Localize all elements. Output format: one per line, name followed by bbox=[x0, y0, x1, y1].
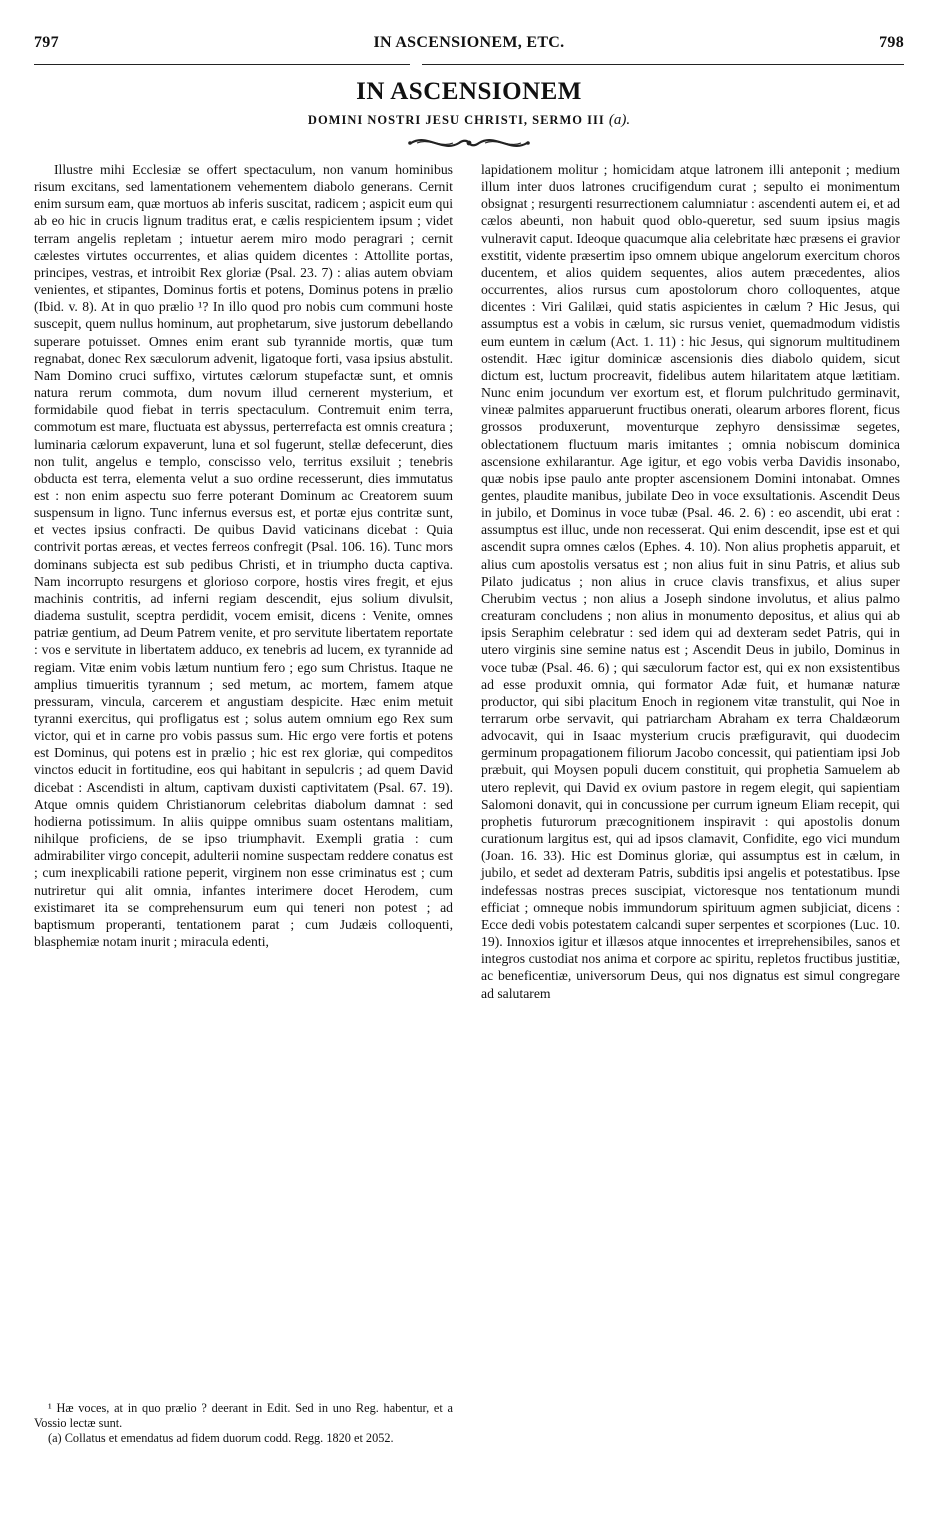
header-rule bbox=[34, 60, 904, 74]
page-number-right: 798 bbox=[879, 34, 904, 51]
subtitle-note-mark: (a). bbox=[608, 112, 631, 128]
ornament-divider-icon bbox=[407, 135, 531, 151]
running-title: IN ASCENSIONEM, ETC. bbox=[373, 34, 565, 51]
sermon-subtitle bbox=[34, 112, 904, 129]
running-header bbox=[34, 30, 904, 60]
footnote-1: ¹ Hæ voces, at in quo prælio ? deerant in Edit. Sed in uno Reg. habentur, et a Vossio lectæ sunt. bbox=[34, 1401, 453, 1431]
footnote-a: (a) Collatus et emendatus ad fidem duorum codd. Regg. 1820 et 2052. bbox=[48, 1431, 394, 1446]
header-rule-right bbox=[422, 64, 904, 65]
page-number-left: 797 bbox=[34, 34, 59, 51]
column-right bbox=[481, 161, 900, 1002]
footnotes bbox=[34, 1401, 453, 1447]
column-left bbox=[34, 161, 453, 950]
subtitle-text: DOMINI NOSTRI JESU CHRISTI, SERMO III bbox=[307, 113, 605, 127]
sermon-title: IN ASCENSIONEM bbox=[356, 78, 582, 105]
header-rule-left bbox=[34, 64, 410, 65]
body-text-right: lapidationem molitur ; homicidam atque latronem illi anteponit ; medium illum inter duos latrones crucifigendum curat ; sepulto ei monimentum obsignat ; resurgenti resurrectionem calumniatur : ascendenti autem ei, et ad cælos abeunti, non habuit quod oblo-queretur, sed suum ipsius magis vulneravit caput. Ideoque quacumque alia celebritate hæc præsens ei gravior exstitit, vidente præsertim ipso omnem ubique angelorum exercitum choros ducentem, et alios quidem sequentes, alios autem præcedentes, alios occurrentes, alios rursus cum apostolorum choro colloquentes, atque dicentes : Viri Galilæi, quid statis aspicientes in cælum ? Hic Jesus, qui assumptus est a vobis in cælum, sic rursus veniet, quemadmodum vidistis eum euntem in cælum (Act. 1. 11) : hic Jesus, qui signorum multitudinem ostendit. Hæc igitur dominicæ ascensionis dies diabolo quidem, sicut dictum est, luctum procreavit, fidelibus autem hilaritatem atque lætitiam. Nunc enim jocundum ver exortum est, et florum pulchritudo germinavit, vineæ palmites apparuerunt fructibus onerati, olearum arbores florent, ficus grossos produxerunt, moventurque zephyro densissimæ segetes, oblectationem fluctuum maris imitantes ; omnia nobiscum dominica ascensione exhilarantur. Age igitur, et ego vobis verba Davidis insonabo, quæ nobis ipse paulo ante propter ascensionem Domini intonabat. Omnes gentes, plaudite manibus, jubilate Deo in voce exsultationis. Ascendit Deus in jubilo, et Dominus in voce tubæ (Psal. 46. 2. 6) : eo ascendit, ubi erat : assumptus est illuc, unde non recesserat. Qui enim descendit, ipse est et qui ascendit supra omnes cælos (Ephes. 4. 10). Non alius prophetis apparuit, et alius cum apostolis versatus est ; non alius fuit in sinu Patris, et alius sub Pilato judicatus ; non alius in cruce clavis transfixus, et alius super Cherubim vectus ; non alius a Joseph sindone involutus, et alius palmo creaturam concludens ; non alius in monumento depositus, et alius qui ab ipsis Seraphim celebratur : sed idem qui ad dexteram sedet Patris, qui in utero virginis sine semine natus est ; Ascendit Deus in jubilo, Dominus in voce tubæ (Psal. 46. 6) ; qui sæculorum factor est, qui ex non exsistentibus ad esse produxit omnia, qui formator Adæ fuit, et humanæ naturæ productor, qui sibi placitum Enoch in regionem vitæ transtulit, qui Noe in terrarum orbe servavit, qui patriarcham Abraham ex terra Chaldæorum advocavit, qui in Isaac mysterium crucis præfiguravit, qui duodecim germinum propagationem filiorum Jacobo concessit, qui patientiam ipsi Job præbuit, qui Moysen populi ducem constituit, qui prophetia Samuelem ab utero replevit, qui David ex ovium pastore in regem elegit, qui sapientiam Salomoni donavit, qui in concussione per currum igneum Eliam recepit, qui prophetis futurorum præcognitionem inspiravit : qui apostolis donum curationum largitus est, qui ad ipsos clamavit, Confidite, ego vici mundum (Joan. 16. 33). Hic est Dominus gloriæ, qui assumptus est in cælum, in jubilo, et sedet ad dexteram Patris, subditis ipsi angelis et potestatibus. Ipse indefessas nostras preces suscipiat, victoresque nos tentationum mundi efficiat ; omneque nobis immundorum spirituum agmen subjiciat, dicens : Ecce dedi vobis potestatem calcandi super serpentes et scorpiones (Luc. 10. 19). Innoxios igitur et illæsos atque innocentes et irreprehensibiles, sanos et integros custodiat nos anima et corpore ac spiritu, repletos fructibus justitiæ, ac beneficentiæ, universorum Deus, qui nos dignatus est simul congregare ad salutarem bbox=[481, 162, 900, 1001]
body-text-left: Illustre mihi Ecclesiæ se offert spectaculum, non vanum hominibus risum excitans, sed lamentationem vehementem diabolo generans. Cernit enim sursum eam, quæ mortuos ab inferis suscitat, radicem ; aspicit eum qui ab eo hic in crucis lignum traditus erat, e cælis respicientem ipsum ; videt terram angelis repletam ; intuetur aerem miro modo peragrari ; cernit cælestes virtutes occurrentes, et alias quidem dicentes : Attollite portas, principes, vestras, et introibit Rex gloriæ (Psal. 23. 7) : alias autem obviam venientes, et stipantes, Dominus fortis et potens, Dominus potens in prælio (Ibid. v. 8). At in quo prælio ¹? In illo quod pro nobis cum communi hoste suscepit, quem nullus hominum, aut prophetarum, sive justorum debellando superare potuisset. Omnes enim erant sub tyrannide mortis, quæ tum regnabat, donec Rex sæculorum advenit, ligatoque forti, vasa ipsius abstulit. Nam Domino cruci suffixo, virtutes cælorum stupefactæ sunt, et omnis natura rerum commota, dum novum illud cernerent mysterium, et formidabile quod fiebat in terris spectaculum. Contremuit enim terra, commotum est mare, fluctuata est abyssus, perterrefacta est omnis creatura ; luminaria cælorum expaverunt, luna et sol fugerunt, stellæ defecerunt, dies non tulit, angelus e templo, conscisso velo, territus exsiluit ; tenebris obducta est terra, elementa velut a suo ordine recesserunt, dies immutatus est : non enim aspectu suo ferre poterant Dominum ac Creatorem suum suspensum in ligno. Tunc infernus eversus est, et portæ ejus contritæ sunt, et vectes ipsius confracti. De quibus David vaticinans dicebat : Quia contrivit portas æreas, et vectes ferreos confregit (Psal. 106. 16). Tunc mors dominans subjecta est sub pedibus Christi, et in triumpho ducta captiva. Nam incorrupto resurgens et glorioso corpore, hostis vires fregit, et ejus machinis contritis, ad inferni regiam descendit, ejus solium divulsit, diadema sustulit, sceptra perdidit, vocem emisit, dicens : Venite, omnes patriæ gentium, ad Deum Patrem venite, et pro servitute libertatem reportate : vos e servitute in libertatem adduco, ex tenebris ad lucem, ex tyrannide ad regiam. Vitæ enim vobis lætum nuntium fero ; ego sum Christus. Itaque ne amplius timueritis tyrannum ; sed metum, ac mortem, famem atque pressuram, vincula, carcerem et angustiam despicite. Hæc enim metuit tyranni exercitus, qui profligatus est ; solus autem omnium ego Rex sum victor, qui et in carne pro vobis passus sum. Hic ergo vere fortis et potens est Dominus, qui potens est in prælio ; hic est rex gloriæ, qui compeditos vinctos educit in fortitudine, eos qui habitant in sepulcris ; ad quem David dicebat : Ascendisti in altum, captivam duxisti captivitatem (Psal. 67. 19). Atque omnis quidem Christianorum celebritas diabolum damnat : sed hodierna potissimum. In aliis quippe omnibus suam ostentans malitiam, nihilque proficiens, de se ipso triumphavit. Exempli gratia : cum admirabiliter virgo concepit, adulterii nomine suspectam reddere conatus est ; cum inexplicabili ratione peperit, virginem non esse criminatus est ; cum nutriretur qui alit omnia, infantes interimere docet Herodem, cum existimaret ita se comprehensurum eum qui teneri non potest ; ad baptismum properanti, tentationem parat ; cum Judæis colloquenti, blasphemiæ notam inurit ; miracula edenti, bbox=[34, 162, 453, 950]
